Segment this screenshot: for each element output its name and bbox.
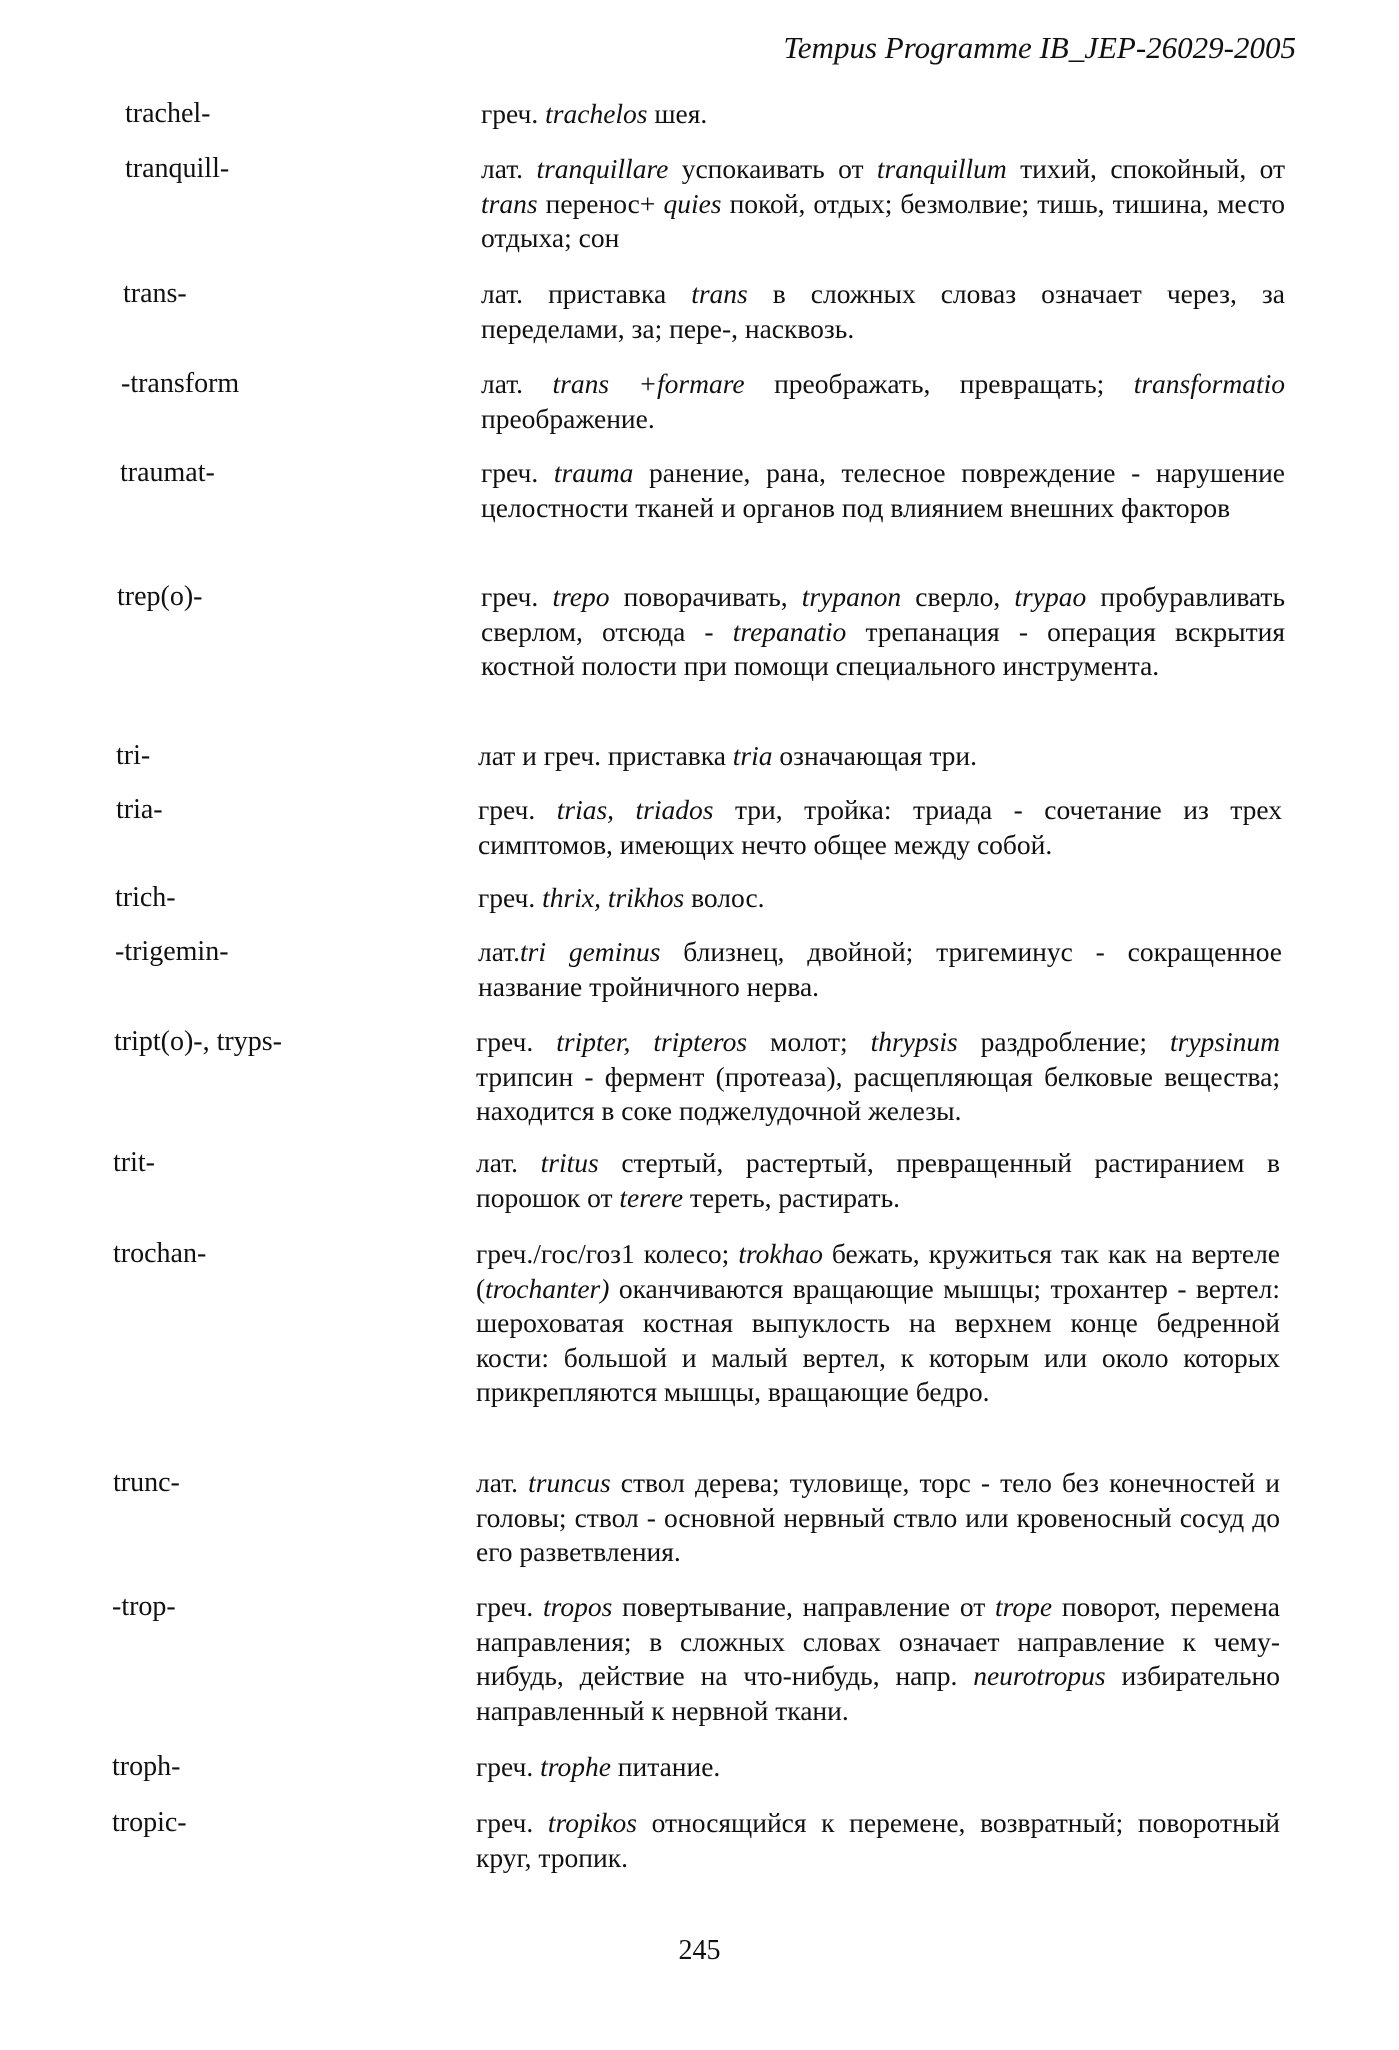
definition-italic-segment: tritus bbox=[540, 1147, 599, 1178]
definition-text-segment: ранение, рана, телесное повреждение - нарушение целостности тканей и органов под влиянием внешних факторов bbox=[481, 457, 1285, 523]
definition-italic-segment: trias, triados bbox=[556, 794, 714, 825]
definition-italic-segment: thrypsis bbox=[870, 1026, 958, 1057]
definition-text-segment: преображение. bbox=[481, 402, 655, 434]
definition-text-segment: греч. bbox=[476, 1807, 548, 1838]
definition-text-segment: питание. bbox=[610, 1751, 721, 1782]
entry-definition bbox=[481, 97, 1285, 132]
page-number: 245 bbox=[678, 1935, 721, 1966]
definition-text-segment: поворачивать, bbox=[609, 581, 802, 612]
entry-definition bbox=[481, 152, 1285, 256]
definition-text-segment: означающая три. bbox=[772, 740, 978, 771]
entry-term: trans- bbox=[123, 278, 187, 309]
definition-italic-segment: tranquillum bbox=[876, 153, 1007, 184]
definition-italic-segment: truncus bbox=[528, 1467, 611, 1498]
definition-text-segment: греч. bbox=[481, 98, 546, 129]
entry-definition bbox=[478, 935, 1282, 1004]
entry-definition bbox=[476, 1146, 1280, 1215]
definition-italic-segment: trypao bbox=[1014, 581, 1087, 612]
definition-text-segment: греч. bbox=[476, 1751, 541, 1782]
definition-text-segment: тереть, растирать. bbox=[683, 1181, 900, 1213]
entry-term: troph- bbox=[112, 1751, 181, 1782]
entry-definition bbox=[481, 277, 1285, 346]
definition-text-segment: трепанация - операция вскрытия костной полости при помощи специального инструмента. bbox=[481, 615, 1285, 681]
definition-text-segment: греч. bbox=[478, 882, 543, 913]
definition-text-segment: оканчиваются вращающие мышцы; трохантер - вертел: шероховатая костная выпуклость на верхнем конце бедренной кости: большой и малый вертел, к которым или около которых прикрепляются мышцы, вращающие бедро. bbox=[476, 1272, 1280, 1407]
definition-text-segment: тихий, спокойный, от bbox=[1006, 153, 1285, 184]
entry-definition bbox=[478, 739, 1282, 774]
definition-italic-segment: tranquillare bbox=[536, 153, 669, 184]
definition-text-segment: греч. bbox=[478, 794, 557, 825]
entry-term: -trop- bbox=[112, 1591, 176, 1622]
entry-term: -transform bbox=[121, 368, 240, 399]
definition-text-segment: пробуравливать сверлом, отсюда - bbox=[481, 581, 1285, 647]
definition-text-segment: греч. bbox=[476, 1026, 557, 1057]
definition-text-segment: три, тройка: триада - сочетание из трех симптомов, имеющих нечто общее между собой. bbox=[478, 794, 1282, 860]
definition-text-segment: повертывание, направление от bbox=[612, 1591, 996, 1622]
definition-text-segment: стертый, растертый, превращенный растиранием в порошок от bbox=[476, 1147, 1281, 1213]
definition-text-segment: в сложных словаз означает через, за переделами, за; пере-, насквозь. bbox=[481, 278, 1285, 344]
definition-text-segment: ствол дерева; туловище, торс - тело без конечностей и головы; ствол - основной нервный ствло или кровеносный сосуд до его разветвления. bbox=[476, 1467, 1280, 1567]
definition-text-segment: раздробление; bbox=[957, 1026, 1170, 1057]
definition-text-segment: лат и греч. приставка bbox=[478, 740, 733, 771]
definition-text-segment: относящийся к перемене, возвратный; поворотный круг, тропик. bbox=[476, 1807, 1280, 1873]
definition-italic-segment: trokhao bbox=[738, 1238, 823, 1269]
entry-definition bbox=[481, 367, 1285, 436]
definition-italic-segment: tri geminus bbox=[520, 936, 661, 967]
definition-italic-segment: thrix, trikhos bbox=[542, 882, 685, 913]
definition-italic-segment: trochanter) bbox=[485, 1272, 610, 1304]
definition-italic-segment: tripter, tripteros bbox=[556, 1026, 748, 1057]
definition-italic-segment: trans bbox=[481, 187, 538, 219]
definition-italic-segment: trypsinum bbox=[1170, 1026, 1280, 1057]
definition-text-segment: шея. bbox=[647, 98, 708, 129]
definition-italic-segment: trans +formare bbox=[552, 368, 745, 399]
entry-term: trachel- bbox=[125, 98, 211, 129]
entry-definition bbox=[481, 456, 1285, 525]
entry-definition bbox=[476, 1750, 1280, 1785]
definition-text-segment: лат. bbox=[476, 1467, 529, 1498]
entry-term: trep(o)- bbox=[117, 581, 203, 612]
running-header: Tempus Programme IB_JEP-26029-2005 bbox=[783, 30, 1296, 65]
definition-text-segment: греч./гос/гоз1 колесо; bbox=[476, 1238, 739, 1269]
definition-text-segment: перенос+ bbox=[537, 187, 664, 219]
definition-italic-segment: neurotropus bbox=[973, 1660, 1106, 1691]
definition-italic-segment: trachelos bbox=[545, 98, 648, 129]
definition-italic-segment: tropikos bbox=[547, 1807, 638, 1838]
definition-italic-segment: tria bbox=[732, 740, 773, 771]
definition-italic-segment: trypanon bbox=[801, 581, 902, 612]
definition-text-segment: лат. bbox=[478, 936, 521, 967]
entry-definition bbox=[476, 1025, 1280, 1129]
entry-term: tript(o)-, tryps- bbox=[114, 1026, 282, 1057]
definition-text-segment: лат. приставка bbox=[481, 278, 692, 309]
definition-italic-segment: trope bbox=[995, 1591, 1053, 1622]
definition-italic-segment: trauma bbox=[553, 457, 634, 488]
definition-text-segment: поворот, перемена направления; в сложных словах означает направление к чему-нибудь, действие на что-нибудь, напр. bbox=[476, 1591, 1280, 1691]
definition-italic-segment: trepo bbox=[552, 581, 610, 612]
definition-italic-segment: quies bbox=[663, 187, 722, 219]
definition-text-segment: греч. bbox=[481, 457, 554, 488]
entry-term: trochan- bbox=[113, 1238, 207, 1269]
definition-text-segment: лат. bbox=[476, 1147, 541, 1178]
entry-term: tropic- bbox=[112, 1807, 187, 1838]
entry-definition bbox=[481, 580, 1285, 684]
definition-text-segment: бежать, кружиться так как на вертеле ( bbox=[476, 1238, 1281, 1304]
entry-term: trit- bbox=[113, 1147, 155, 1178]
entry-definition bbox=[476, 1806, 1280, 1875]
entry-term: trich- bbox=[115, 882, 176, 913]
definition-text-segment: лат. bbox=[481, 153, 537, 184]
definition-italic-segment: transformatio bbox=[1133, 368, 1285, 399]
definition-text-segment: греч. bbox=[476, 1591, 544, 1622]
definition-text-segment: молот; bbox=[747, 1026, 871, 1057]
definition-text-segment: избирательно направленный к нервной ткани. bbox=[476, 1660, 1280, 1726]
entry-term: tri- bbox=[116, 740, 151, 771]
definition-italic-segment: terere bbox=[619, 1181, 684, 1213]
entry-term: tranquill- bbox=[125, 153, 230, 184]
entry-term: tria- bbox=[116, 794, 163, 825]
definition-italic-segment: trepanatio bbox=[732, 615, 847, 647]
definition-text-segment: покой, отдых; безмолвие; тишь, тишина, место отдыха; сон bbox=[481, 187, 1285, 253]
definition-text-segment: сверло, bbox=[901, 581, 1015, 612]
entry-term: -trigemin- bbox=[115, 936, 229, 967]
definition-text-segment: лат. bbox=[481, 368, 553, 399]
entry-term: trunc- bbox=[113, 1467, 180, 1498]
definition-italic-segment: trophe bbox=[540, 1751, 611, 1782]
definition-text-segment: волос. bbox=[684, 882, 765, 913]
entry-definition bbox=[478, 881, 1282, 916]
entry-definition bbox=[476, 1466, 1280, 1570]
definition-text-segment: преображать, превращать; bbox=[744, 368, 1134, 399]
definition-text-segment: греч. bbox=[481, 581, 553, 612]
definition-italic-segment: tropos bbox=[543, 1591, 613, 1622]
entry-term: traumat- bbox=[120, 457, 215, 488]
entry-definition bbox=[476, 1590, 1280, 1728]
definition-text-segment: трипсин - фермент (протеаза), расщепляющая белковые вещества; находится в соке поджелудочной железы. bbox=[476, 1060, 1280, 1126]
definition-text-segment: успокаивать от bbox=[668, 153, 877, 184]
entry-definition bbox=[476, 1237, 1280, 1410]
definition-text-segment: близнец, двойной; тригеминус - сокращенное название тройничного нерва. bbox=[478, 936, 1282, 1002]
entry-definition bbox=[478, 793, 1282, 862]
definition-italic-segment: trans bbox=[691, 278, 748, 309]
